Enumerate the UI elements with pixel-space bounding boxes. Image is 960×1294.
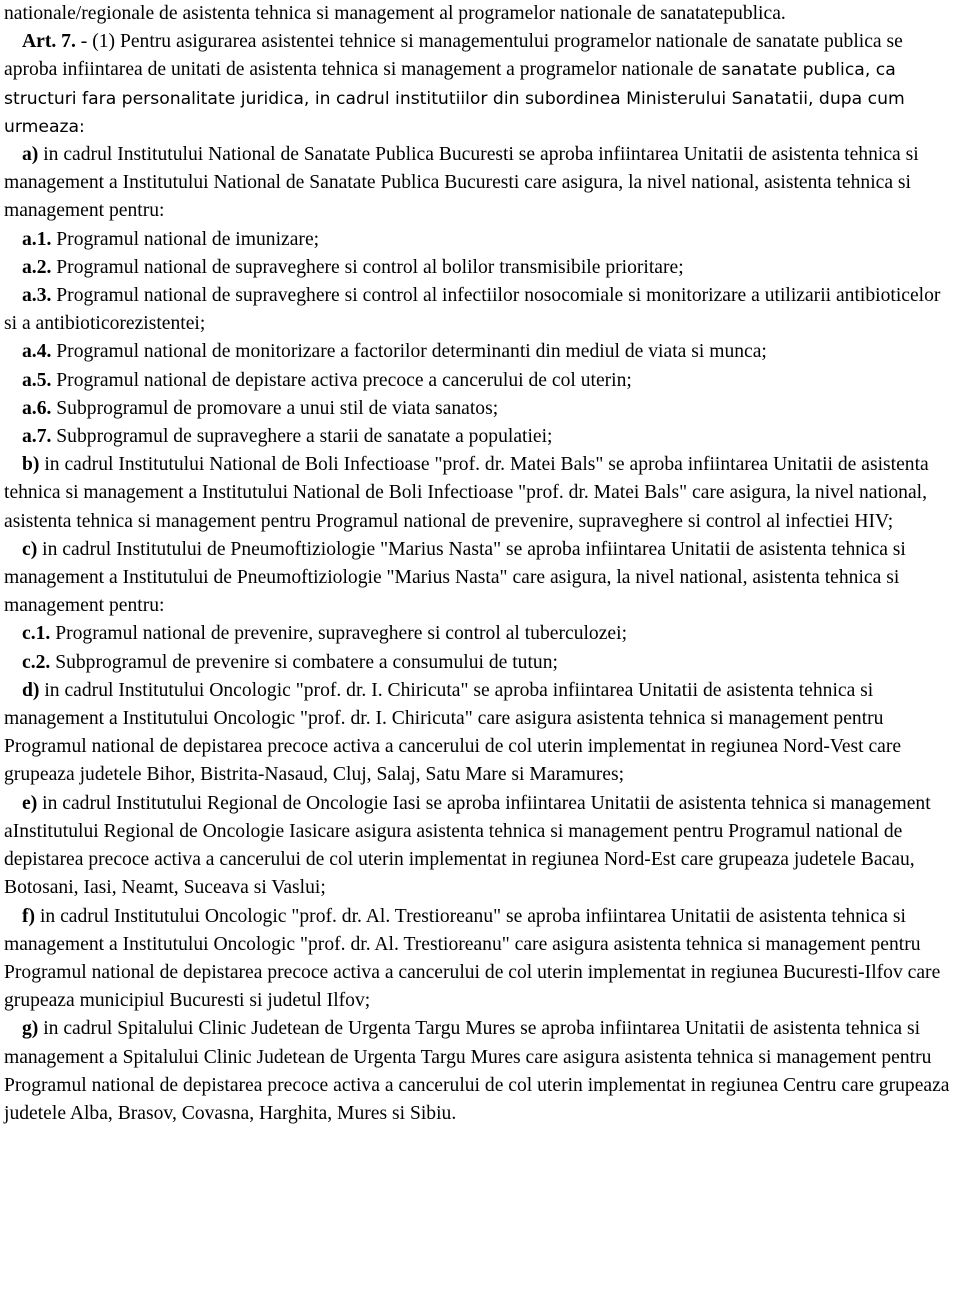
list-item (4, 1015, 958, 1128)
list-item-label: a.3. (22, 285, 52, 307)
list-item (4, 649, 958, 677)
article-lead-text: - (1) Pentru asigurarea asistentei tehnice si managementului programelor nationale de sanatate publica se aproba infiintarea de unitati de asistenta tehnica si management a programelor nationale de (4, 31, 903, 81)
list-item-text: Programul national de supraveghere si control al infectiilor nosocomiale si monitorizare a utilizarii antibioticelor si a antibioticorezistentei; (4, 285, 941, 335)
article-label: Art. 7. (22, 31, 76, 53)
article-paragraph (4, 28, 958, 141)
list-item (4, 395, 958, 423)
list-item (4, 903, 958, 1016)
list-item (4, 367, 958, 395)
list-item-label: c.1. (22, 623, 51, 645)
list-item-text: Programul national de imunizare; (51, 228, 320, 250)
list-item (4, 536, 958, 621)
list-item (4, 677, 958, 790)
list-item-text: in cadrul Institutului National de Sanatate Publica Bucuresti se aproba infiintarea Unitatii de asistenta tehnica si management a Institutului National de Sanatate Publica Bucuresti care asigura, la nivel national, asistenta tehnica si management pentru: (4, 144, 919, 222)
list-item-text: Subprogramul de prevenire si combatere a consumului de tutun; (50, 651, 558, 673)
list-item-label: f) (22, 905, 36, 927)
list-item-text: in cadrul Institutului Oncologic "prof. dr. I. Chiricuta" se aproba infiintarea Unitatii de asistenta tehnica si management a Institutului Oncologic "prof. dr. I. Chiricuta" care asigura asistenta tehnica si management pentru Programul national de depistarea precoce activa a cancerului de col uterin implementat in regiunea Nord-Vest care grupeaza judetele Bihor, Bistrita-Nasaud, Cluj, Salaj, Satu Mare si Maramures; (4, 679, 902, 786)
list-item-text: Subprogramul de promovare a unui stil de viata sanatos; (51, 397, 499, 419)
list-item-label: a.5. (22, 369, 52, 391)
list-item (4, 790, 958, 903)
list-item (4, 620, 958, 648)
list-item-label: c.2. (22, 651, 51, 673)
list-item (4, 451, 958, 536)
list-item (4, 423, 958, 451)
article-lead-text-sans: sanatate publica, ca structuri fara personalitate juridica, in cadrul institutiilor din subordinea Ministerului Sanatatii, dupa cum urmeaza: (4, 60, 905, 137)
list-item-text: Subprogramul de supraveghere a starii de sanatate a populatiei; (51, 426, 553, 448)
list-item-label: c) (22, 538, 38, 560)
list-item (4, 282, 958, 338)
list-item (4, 141, 958, 226)
list-item-text: in cadrul Institutului de Pneumoftiziologie "Marius Nasta" se aproba infiintarea Unitatii de asistenta tehnica si management a Institutului de Pneumoftiziologie "Marius Nasta" care asigura, la nivel national, asistenta tehnica si management pentru: (4, 538, 906, 617)
intro-text: nationale/regionale de asistenta tehnica si management al programelor nationale de sanatatepublica. (4, 3, 786, 24)
list-item-label: d) (22, 679, 40, 701)
list-item-text: in cadrul Institutului National de Boli Infectioase "prof. dr. Matei Bals" se aproba infiintarea Unitatii de asistenta tehnica si management a Institutului National de Boli Infectioase "prof. dr. Matei Bals" care asigura, la nivel national, asistenta tehnica si management pentru Programul national de prevenire, supraveghere si control al infectiei HIV; (4, 454, 929, 532)
list-item-text: in cadrul Institutului Regional de Oncologie Iasi se aproba infiintarea Unitatii de asistenta tehnica si management aInstitutului Regional de Oncologie Iasicare asigura asistenta tehnica si management pentru Programul national de depistarea precoce activa a cancerului de col uterin implementat in regiunea Nord-Est care grupeaza judetele Bacau, Botosani, Iasi, Neamt, Suceava si Vaslui; (4, 792, 931, 899)
intro-paragraph (4, 0, 958, 28)
list-item (4, 254, 958, 282)
list-item-text: in cadrul Spitalului Clinic Judetean de Urgenta Targu Mures se aproba infiintarea Unitatii de asistenta tehnica si management a Spitalului Clinic Judetean de Urgenta Targu Mures care asigura asistenta tehnica si management pentru Programul national de depistarea precoce activa a cancerului de col uterin implementat in regiunea Centru care grupeaza judetele Alba, Brasov, Covasna, Harghita, Mures si Sibiu. (4, 1018, 950, 1124)
list-item-label: a) (22, 144, 39, 166)
list-item-label: a.1. (22, 228, 52, 250)
list-item-label: a.7. (22, 426, 52, 448)
list-item (4, 226, 958, 254)
list-item-text: Programul national de depistare activa precoce a cancerului de col uterin; (51, 369, 632, 391)
list-item-label: a.4. (22, 341, 52, 363)
list-item-label: b) (22, 454, 40, 476)
list-item-label: a.6. (22, 397, 52, 419)
list-item (4, 338, 958, 366)
list-item-label: a.2. (22, 256, 52, 278)
list-item-label: e) (22, 792, 38, 814)
article-items-list (4, 141, 958, 1128)
list-item-text: Programul national de monitorizare a factorilor determinanti din mediul de viata si munca; (51, 341, 767, 363)
list-item-text: Programul national de prevenire, supraveghere si control al tuberculozei; (50, 623, 628, 645)
list-item-text: Programul national de supraveghere si control al bolilor transmisibile prioritare; (51, 256, 684, 278)
list-item-label: g) (22, 1018, 39, 1040)
list-item-text: in cadrul Institutului Oncologic "prof. dr. Al. Trestioreanu" se aproba infiintarea Unitatii de asistenta tehnica si management a Institutului Oncologic "prof. dr. Al. Trestioreanu" care asigura asistenta tehnica si management pentru Programul national de depistarea precoce activa a cancerului de col uterin implementat in regiunea Bucuresti-Ilfov care grupeaza municipiul Bucuresti si judetul Ilfov; (4, 905, 941, 1012)
